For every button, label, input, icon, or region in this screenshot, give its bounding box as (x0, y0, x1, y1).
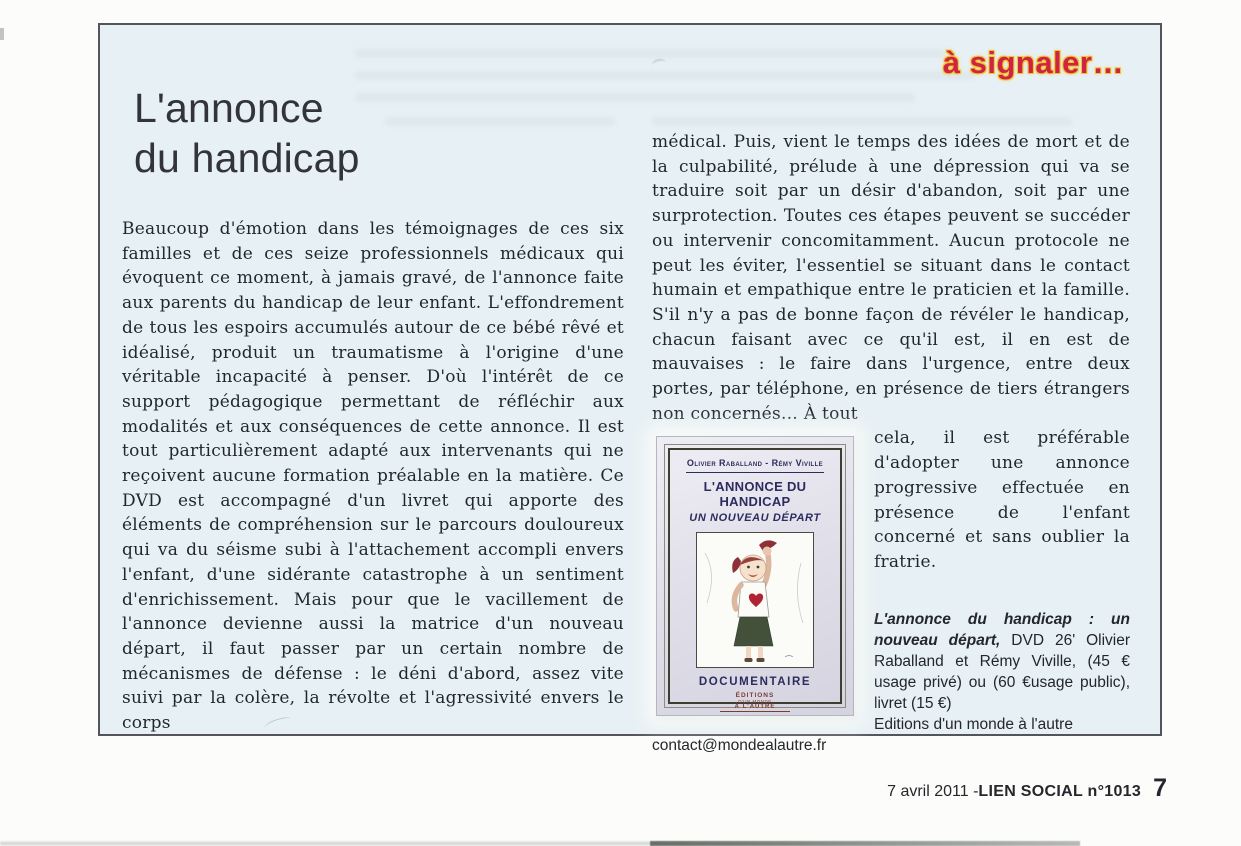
cover-illustration (696, 532, 814, 668)
caption-contact: contact@mondealautre.fr (652, 736, 827, 754)
scan-edge-artifact (650, 841, 1080, 846)
caption-publisher: Editions d'un monde à l'autre (874, 715, 1073, 733)
cover-subtitle: UN NOUVEAU DÉPART (689, 512, 821, 525)
caption-details: DVD 26' Olivier Raballand et Rémy Viville, (45 € usage privé) ou (60 €usage public), livret (15 €) (874, 631, 1131, 712)
article-column-left (122, 217, 624, 736)
dvd-cover (652, 436, 858, 716)
caption-title: L'annonce du handicap : un nouveau départ, (874, 610, 1130, 649)
article-paragraph: cela, il est préférable d'adopter une annonce progressive effectuée en présence de l'enfant concerné et sans oublier la fratrie. (874, 428, 1130, 572)
bleed-through-artifact (355, 71, 975, 80)
publisher-logo (720, 692, 790, 712)
article-title (134, 83, 360, 183)
cover-title: L'ANNONCE DU HANDICAP (703, 479, 807, 510)
footer-date: 7 avril 2011 - (887, 783, 979, 800)
scan-edge-artifact (0, 842, 650, 845)
scan-edge-tick (0, 28, 4, 40)
bleed-through-artifact (385, 117, 615, 126)
article-title-line1: L'annonce (134, 85, 324, 131)
publisher-logo-line1: ÉDITIONS (735, 692, 775, 700)
article-column-right (652, 130, 1130, 756)
article-paragraph: Beaucoup d'émotion dans les témoignages de ces six familles et de ces seize professionnels médicaux qui évoquent ce moment, à jamais gravé, de l'annonce faite aux parents du handicap de leur enfant. L'effondrement de tous les espoirs accumulés autour de ce bébé rêvé et idéalisé, produit un traumatisme à l'origine d'une véritable incapacité à penser. D'où l'intérêt de ce support pédagogique permettant de réfléchir aux modalités et aux conséquences de cette annonce. Il est tout particulièrement adapté aux intervenants qui ne reçoivent aucune formation préalable en la matière. Ce DVD est accompagné d'un livret qui apporte des éléments de compréhension sur le parcours douloureux qui va du séisme subi à l'attachement accompli envers l'enfant, d'une sidérante catastrophe à un sentiment d'enrichissement. Mais pour que le vacillement de l'annonce devienne aussi la matrice d'un nouveau départ, il faut passer par un certain nombre de mécanismes de défense : le déni d'abord, assez vite suivi par la colère, la révolte et l'agressivité envers le corps (122, 219, 624, 734)
scan-smudge (651, 58, 667, 71)
footer-magazine: LIEN SOCIAL n°1013 (978, 783, 1142, 800)
magazine-page (98, 23, 1162, 754)
publisher-logo-line2: D'UN MONDE (738, 699, 772, 705)
section-label: à signaler… (942, 45, 1124, 80)
bleed-through-artifact (355, 49, 945, 58)
article-paragraph: médical. Puis, vient le temps des idées de mort et de la culpabilité, prélude à une dépression qui va se traduire soit par un désir d'abandon, soit par une surprotection. Toutes ces étapes peuvent se succéder ou intervenir concomitamment. Aucun protocole ne peut les éviter, l'essentiel se situant dans le contact humain et empathique entre le praticien et la famille. S'il n'y a pas de bonne façon de révéler le handicap, chacun faisant avec ce qu'il est, il en est de mauvaises : le faire dans l'urgence, entre deux portes, par téléphone, en présence de tiers étrangers non concernés… À tout (652, 132, 1130, 424)
dvd-cover-card (656, 436, 854, 716)
publisher-logo-line3: À L'AUTRE (720, 704, 790, 712)
cover-content (670, 450, 840, 711)
article-title-line2: du handicap (134, 135, 360, 181)
page-footer (887, 774, 1167, 803)
bleed-through-artifact (355, 93, 915, 102)
bleed-through-artifact (652, 117, 1072, 126)
cover-divider (686, 472, 824, 473)
footer-page-number: 7 (1153, 774, 1167, 802)
cover-genre: DOCUMENTAIRE (698, 676, 812, 689)
girl-drawing-icon (697, 533, 813, 667)
cover-authors: Olivier Raballand - Rémy Viville (686, 458, 824, 469)
